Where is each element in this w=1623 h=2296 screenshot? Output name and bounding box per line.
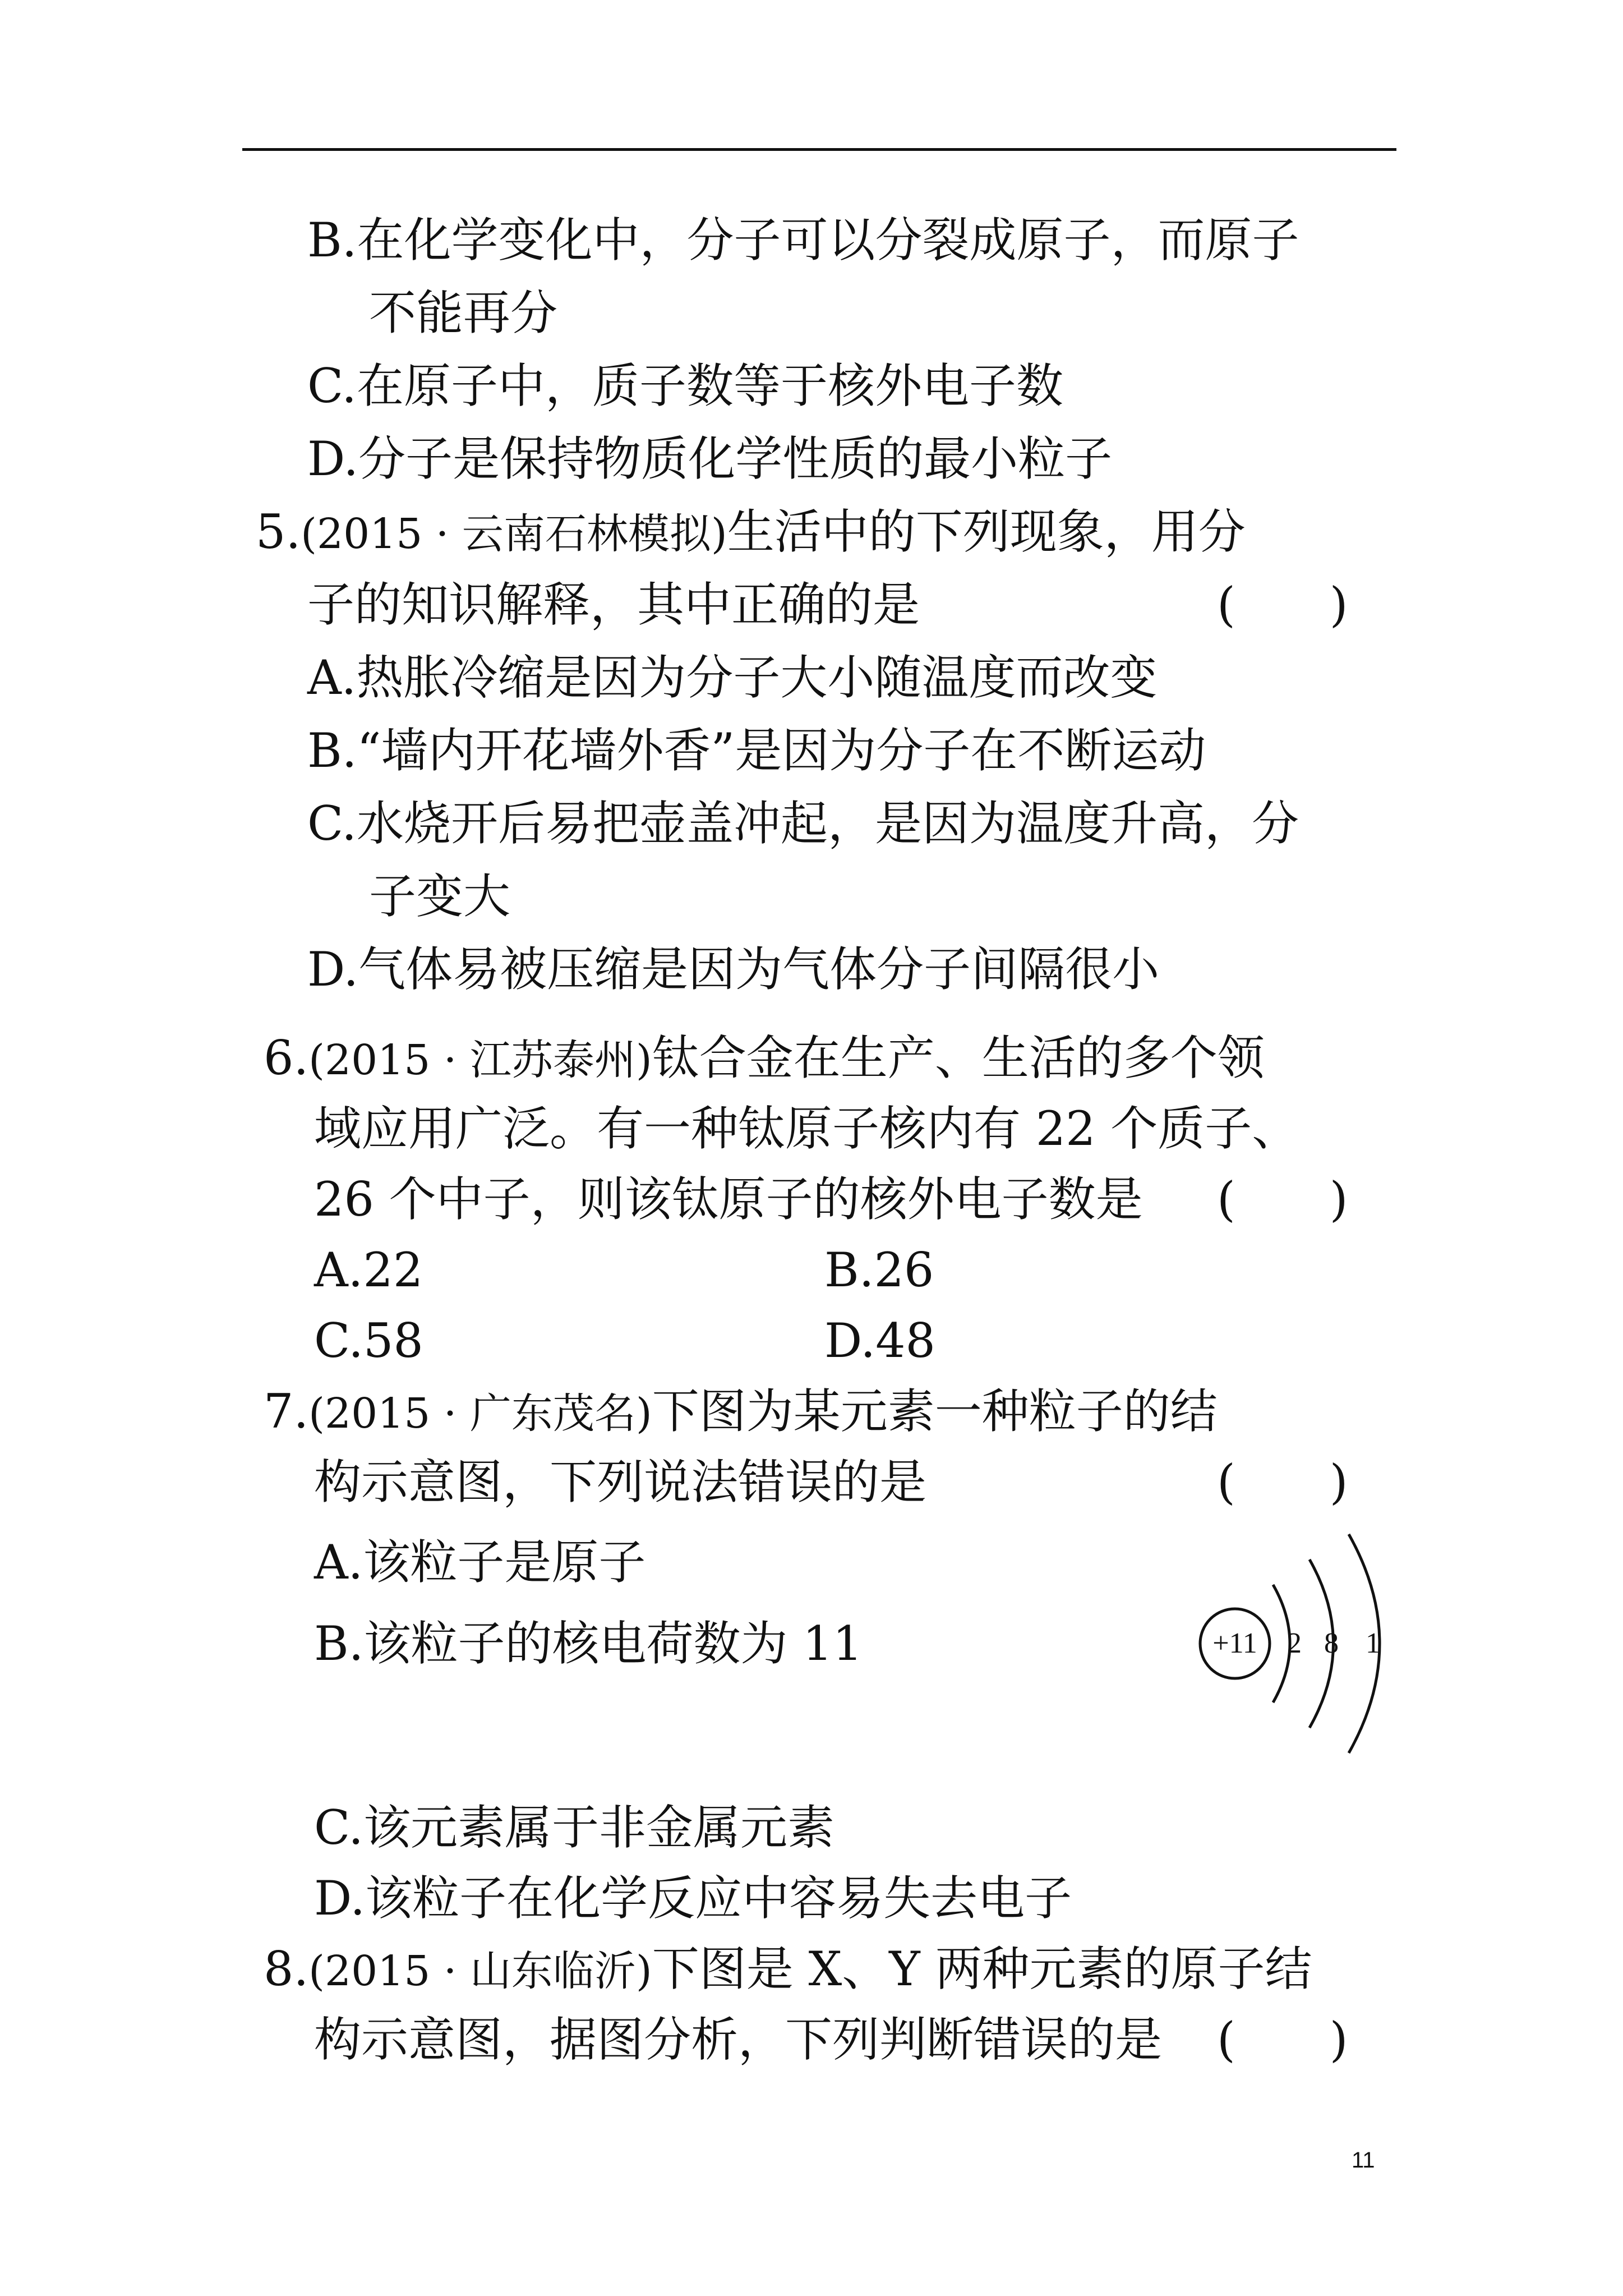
q6-number: 6. — [264, 1030, 309, 1085]
q5-option-b-text: “墙内开花墙外香”是因为分子在不断运动 — [357, 723, 1206, 778]
q5-answer-paren: ( ) — [1217, 577, 1348, 632]
q6-stem-line-3 — [314, 1171, 1143, 1227]
q5-source: (2015 · 云南石林模拟) — [301, 510, 727, 558]
q7-option-a-text: 该粒子是原子 — [363, 1535, 646, 1590]
q6-stem-text-1: 钛合金在生产、生活的多个领 — [652, 1030, 1265, 1085]
q4-option-c-text: 在原子中，质子数等于核外电子数 — [356, 358, 1063, 413]
q4-option-b-line-2 — [369, 285, 557, 341]
shell-electrons-1: 2 — [1287, 1627, 1302, 1659]
q5-option-b — [307, 723, 1206, 779]
q7-option-b — [314, 1616, 863, 1672]
q6-stem-line-2 — [314, 1101, 1299, 1157]
nucleus-charge: +11 — [1212, 1627, 1257, 1659]
q7-option-a-label: A. — [314, 1535, 363, 1590]
q5-number: 5. — [256, 504, 301, 559]
q8-stem-text-1: 下图是 X、Y 两种元素的原子结 — [652, 1941, 1312, 1996]
q8-source: (2015 · 山东临沂) — [308, 1947, 652, 1995]
q7-option-b-text: 该粒子的核电荷数为 11 — [363, 1616, 863, 1671]
q7-stem-text-2: 构示意图，下列说法错误的是 — [314, 1455, 927, 1510]
q6-option-c-text: 58 — [363, 1313, 423, 1368]
q4-option-b-text-2: 不能再分 — [369, 286, 558, 341]
q8-answer-paren: ( ) — [1217, 2012, 1348, 2067]
q6-option-b — [824, 1242, 934, 1298]
q8-stem-text-2: 构示意图，据图分析，下列判断错误的是 — [314, 2012, 1163, 2067]
q7-option-a — [314, 1534, 645, 1590]
q5-option-c-label: C. — [307, 796, 357, 851]
q5-option-a — [307, 650, 1157, 706]
q6-option-b-label: B. — [824, 1243, 874, 1297]
q5-option-a-text: 热胀冷缩是因为分子大小随温度而改变 — [356, 650, 1158, 705]
q7-option-d-label: D. — [314, 1871, 366, 1926]
q7-number: 7. — [264, 1384, 309, 1439]
q7-option-c-text: 该元素属于非金属元素 — [363, 1800, 834, 1855]
q6-option-d-label: D. — [824, 1313, 876, 1368]
q7-answer-paren: ( ) — [1217, 1455, 1348, 1510]
q5-option-c-text-1: 水烧开后易把壶盖冲起，是因为温度升高，分 — [356, 796, 1299, 851]
q8-number: 8. — [264, 1941, 309, 1996]
header-rule — [242, 148, 1396, 151]
q4-option-d — [307, 431, 1112, 487]
q6-stem-text-2: 域应用广泛。有一种钛原子核内有 22 个质子、 — [314, 1101, 1299, 1156]
q7-source: (2015 · 广东茂名) — [308, 1389, 652, 1438]
q6-stem-line-1 — [264, 1030, 1265, 1088]
q5-option-d — [307, 941, 1159, 997]
q4-option-b-label: B. — [307, 213, 357, 268]
q4-option-d-text: 分子是保持物质化学性质的最小粒子 — [358, 431, 1113, 486]
q6-answer-paren: ( ) — [1217, 1172, 1348, 1227]
q6-option-a — [314, 1242, 423, 1298]
q7-stem-line-2 — [314, 1454, 926, 1510]
q6-option-a-text: 22 — [363, 1243, 423, 1297]
q7-option-b-label: B. — [314, 1616, 364, 1671]
q5-option-c-line-2 — [369, 868, 510, 924]
q5-stem-line-2 — [307, 577, 920, 633]
q7-option-c-label: C. — [314, 1800, 363, 1855]
shell-electrons-2: 8 — [1324, 1627, 1339, 1659]
q5-stem-text-2: 子的知识解释，其中正确的是 — [307, 577, 920, 632]
q5-stem-text-1: 生活中的下列现象，用分 — [727, 504, 1246, 559]
q4-option-b-line-1 — [307, 212, 1299, 268]
q5-option-d-text: 气体易被压缩是因为气体分子间隔很小 — [358, 942, 1160, 997]
q5-option-c-line-1 — [307, 795, 1299, 852]
q6-option-d-text: 48 — [875, 1313, 935, 1368]
q6-option-d — [824, 1313, 935, 1369]
q8-stem-line-1 — [264, 1941, 1312, 1999]
q6-option-c — [314, 1313, 423, 1369]
q4-option-c — [307, 358, 1063, 414]
q6-option-b-text: 26 — [874, 1243, 934, 1297]
q7-option-d-text: 该粒子在化学反应中容易失去电子 — [365, 1871, 1072, 1926]
shell-electrons-3: 1 — [1366, 1627, 1380, 1659]
q5-stem-line-1 — [256, 504, 1246, 562]
q7-stem-text-1: 下图为某元素一种粒子的结 — [652, 1384, 1218, 1439]
q6-stem-text-3: 26 个中子，则该钛原子的核外电子数是 — [314, 1172, 1143, 1227]
q5-option-b-label: B. — [307, 723, 357, 778]
q6-source: (2015 · 江苏泰州) — [308, 1036, 652, 1084]
q5-option-c-text-2: 子变大 — [369, 869, 511, 924]
q4-option-b-text-1: 在化学变化中，分子可以分裂成原子，而原子 — [357, 213, 1299, 268]
q7-option-c — [314, 1800, 834, 1856]
atom-structure-diagram — [1189, 1520, 1391, 1767]
q7-stem-line-1 — [264, 1383, 1218, 1442]
q5-option-d-label: D. — [307, 942, 359, 997]
q7-option-d — [314, 1870, 1072, 1926]
q4-option-d-label: D. — [307, 431, 359, 486]
q4-option-c-label: C. — [307, 358, 357, 413]
page-number: 11 — [1352, 2148, 1375, 2173]
q8-stem-line-2 — [314, 2012, 1162, 2068]
q6-option-a-label: A. — [314, 1243, 363, 1297]
q5-option-a-label: A. — [307, 650, 357, 705]
q6-option-c-label: C. — [314, 1313, 363, 1368]
